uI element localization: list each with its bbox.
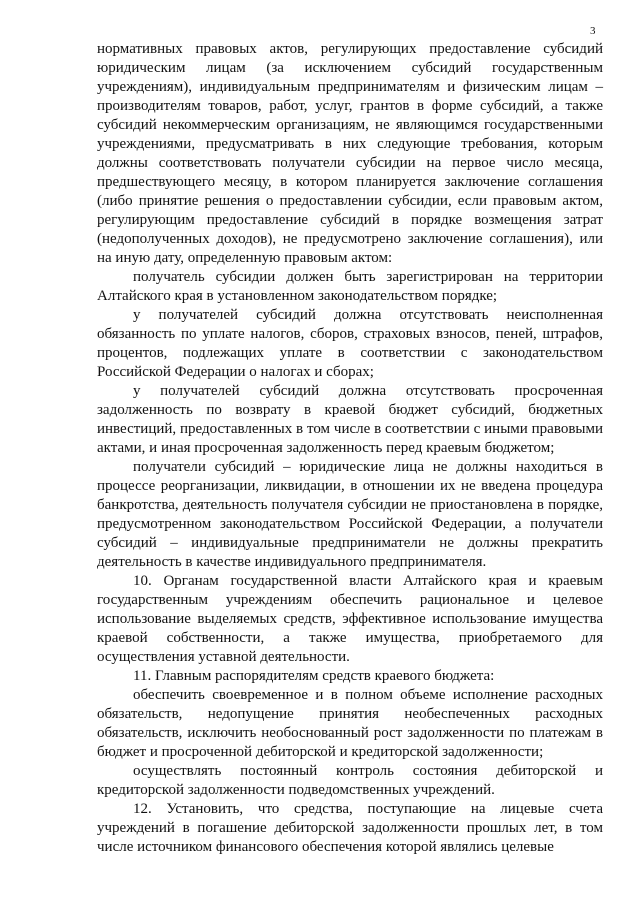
document-body — [97, 40, 603, 857]
paragraph-requirement-taxes: у получателей субсидий должна отсутствовать неисполненная обязанность по уплате налогов, сборов, страховых взносов, пеней, штрафов, процентов, подлежащих уплате в соответствии с законодательством Российской Федерации о налогах и сборах; — [97, 307, 603, 380]
page-number: 3 — [590, 25, 596, 37]
paragraph-continuation: нормативных правовых актов, регулирующих предоставление субсидий юридическим лицам (за исключением субсидий государственным учреждениям), индивидуальным предпринимателям и физическим лицам – производителям товаров, работ, услуг, грантов в форме субсидий, а также субсидий некоммерческим организациям, не являющимся государственными учреждениями, предусматривать в них следующие требования, которым должны соответствовать получатели субсидии на первое число месяца, предшествующего месяцу, в котором планируется заключение соглашения (либо принятие решения о предоставлении субсидии, если правовым актом, регулирующим предоставление субсидий в порядке возмещения затрат (недополученных доходов), не предусмотрено заключение соглашения), или на иную дату, определенную правовым актом: — [97, 41, 603, 266]
paragraph-item-11-obligations: обеспечить своевременное и в полном объеме исполнение расходных обязательств, недопущение принятия необеспеченных расходных обязательств, исключить необоснованный рост задолженности по платежам в бюджет и просроченной дебиторской и кредиторской задолженности; — [97, 687, 603, 760]
paragraph-item-12: 12. Установить, что средства, поступающие на лицевые счета учреждений в погашение дебиторской задолженности прошлых лет, в том числе источником финансового обеспечения которой являлись целевые — [97, 801, 603, 855]
paragraph-item-11-control: осуществлять постоянный контроль состояния дебиторской и кредиторской задолженности подведомственных учреждений. — [97, 763, 603, 798]
paragraph-requirement-registration: получатель субсидии должен быть зарегистрирован на территории Алтайского края в установленном законодательством порядке; — [97, 269, 603, 304]
paragraph-item-10: 10. Органам государственной власти Алтайского края и краевым государственным учреждениям обеспечить рациональное и целевое использование выделяемых средств, эффективное использование имущества краевой собственности, а также имущества, приобретаемого для осуществления уставной деятельности. — [97, 573, 603, 665]
paragraph-requirement-reorganization: получатели субсидий – юридические лица не должны находиться в процессе реорганизации, ликвидации, в отношении их не введена процедура банкротства, деятельность получателя субсидии не приостановлена в порядке, предусмотренном законодательством Российской Федерации, а получатели субсидий – индивидуальные предприниматели не должны прекратить деятельность в качестве индивидуального предпринимателя. — [97, 459, 603, 570]
paragraph-item-11: 11. Главным распорядителям средств краевого бюджета: — [133, 668, 495, 684]
paragraph-requirement-budget-debt: у получателей субсидий должна отсутствовать просроченная задолженность по возврату в краевой бюджет субсидий, бюджетных инвестиций, предоставленных в том числе в соответствии с иными правовыми актами, и иная просроченная задолженность перед краевым бюджетом; — [97, 383, 603, 456]
